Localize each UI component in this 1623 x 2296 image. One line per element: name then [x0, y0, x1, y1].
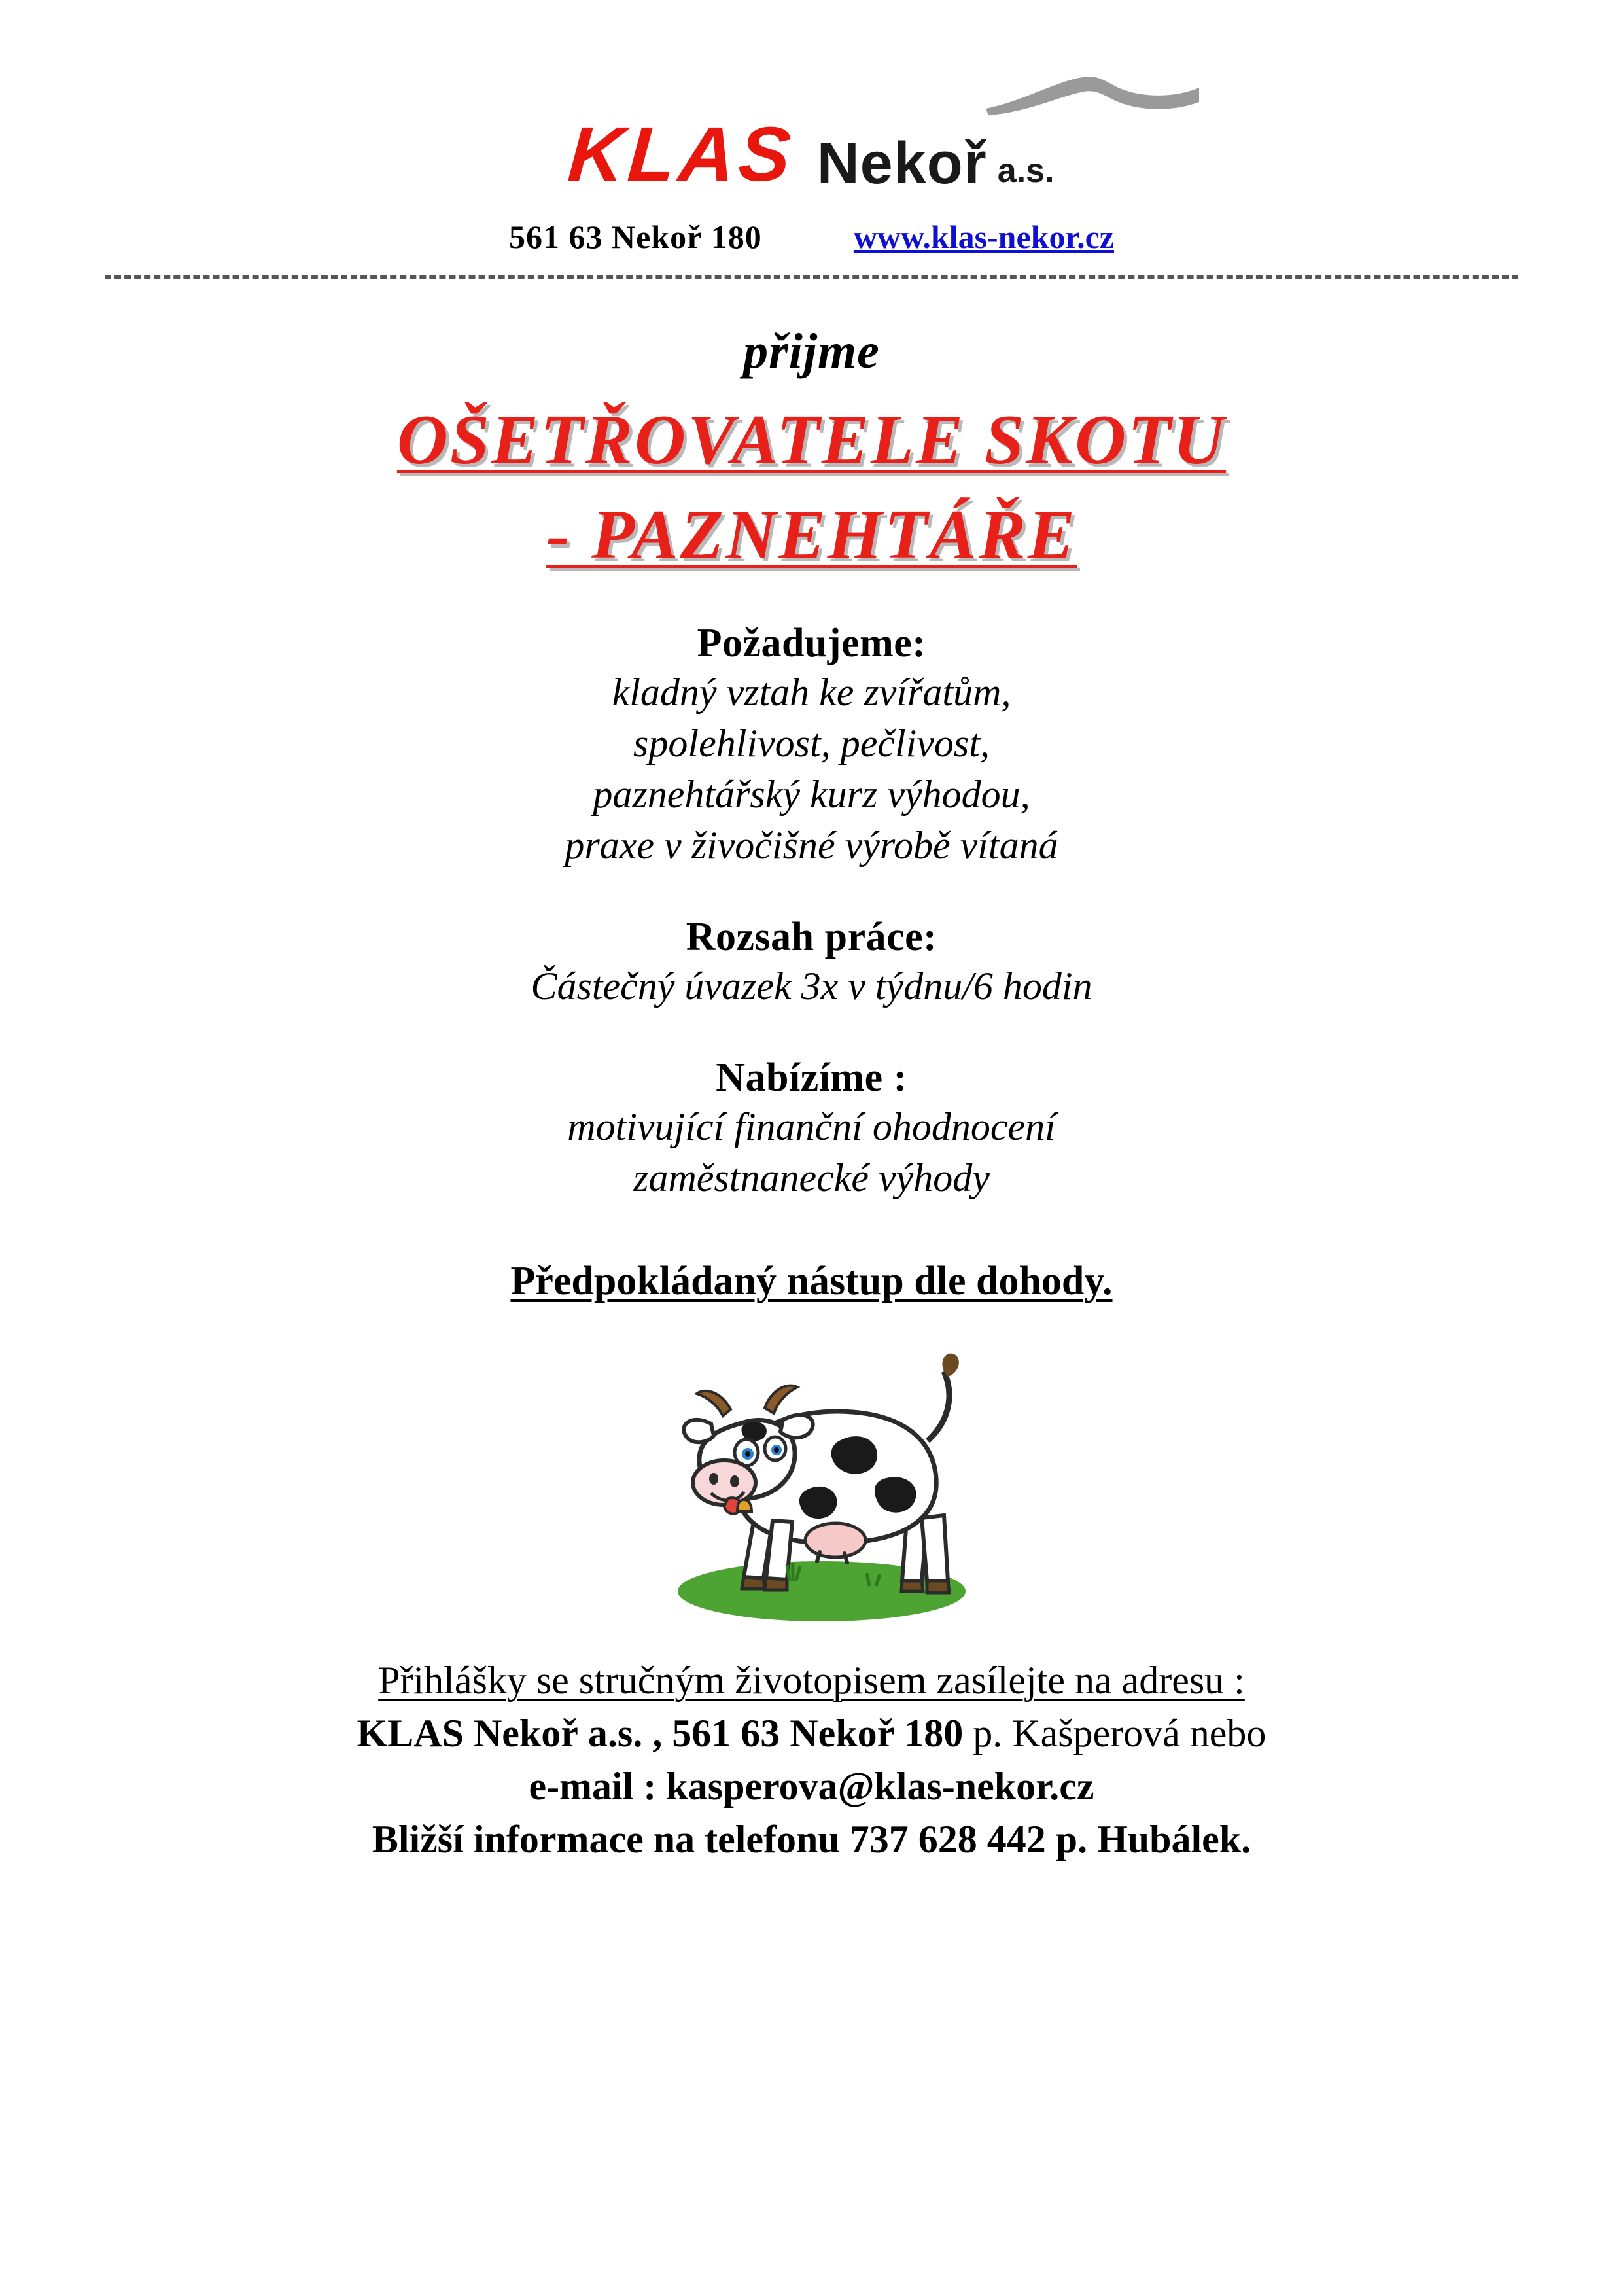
requirements-line: spolehlivost, pečlivost,: [633, 721, 990, 765]
start-date-note: Předpokládaný nástup dle dohody.: [510, 1258, 1113, 1303]
logo-brand-text: KLAS: [565, 111, 798, 198]
scope-section: [105, 914, 1518, 1012]
job-title-line-2-text: PAZNEHTÁŘE: [591, 496, 1077, 574]
job-title-line-2: [105, 493, 1518, 576]
offer-line: motivující finanční ohodnocení: [567, 1104, 1056, 1148]
footer-apply-line: Přihlášky se stručným životopisem zasílejte na adresu :: [378, 1658, 1245, 1702]
scope-line: Částečný úvazek 3x v týdnu/6 hodin: [531, 964, 1092, 1008]
footer-company-address: KLAS Nekoř a.s. , 561 63 Nekoř 180: [357, 1711, 964, 1755]
logo-suffix-text: a.s.: [997, 152, 1055, 190]
footer-contact-person: p. Kašperová nebo: [963, 1711, 1266, 1755]
contact-footer: [105, 1658, 1518, 1862]
job-title-dash: -: [546, 496, 591, 574]
offer-section: [105, 1055, 1518, 1203]
offer-title: Nabízíme :: [716, 1055, 907, 1100]
job-title-line-1: OŠETŘOVATELE SKOTU: [396, 401, 1227, 479]
logo-place-text: Nekoř: [816, 131, 987, 196]
footer-phone-line: Bližší informace na telefonu 737 628 442 p. Hubálek.: [372, 1817, 1251, 1861]
footer-address-line: [105, 1711, 1518, 1756]
requirements-section: [105, 620, 1518, 871]
company-logo: [105, 0, 1518, 198]
company-address: 561 63 Nekoř 180: [509, 219, 762, 255]
scope-title: Rozsah práce:: [686, 914, 937, 959]
dashed-divider: [105, 275, 1518, 283]
cow-illustration: [105, 1324, 1518, 1632]
requirements-title: Požadujeme:: [697, 620, 926, 665]
company-website-link[interactable]: www.klas-nekor.cz: [853, 219, 1114, 255]
offer-line: zaměstnanecké výhody: [633, 1156, 990, 1199]
requirements-line: paznehtářský kurz výhodou,: [593, 772, 1030, 816]
intro-text: přijme: [743, 324, 880, 379]
requirements-line: kladný vztah ke zvířatům,: [612, 670, 1011, 714]
cow-illustration-svg: [609, 1324, 1015, 1632]
roof-swoosh-icon: [985, 71, 1200, 115]
requirements-line: praxe v živočišné výrobě vítaná: [565, 823, 1058, 867]
footer-email-line: e-mail : kasperova@klas-nekor.cz: [529, 1764, 1094, 1808]
header-contact-row: [105, 218, 1518, 256]
